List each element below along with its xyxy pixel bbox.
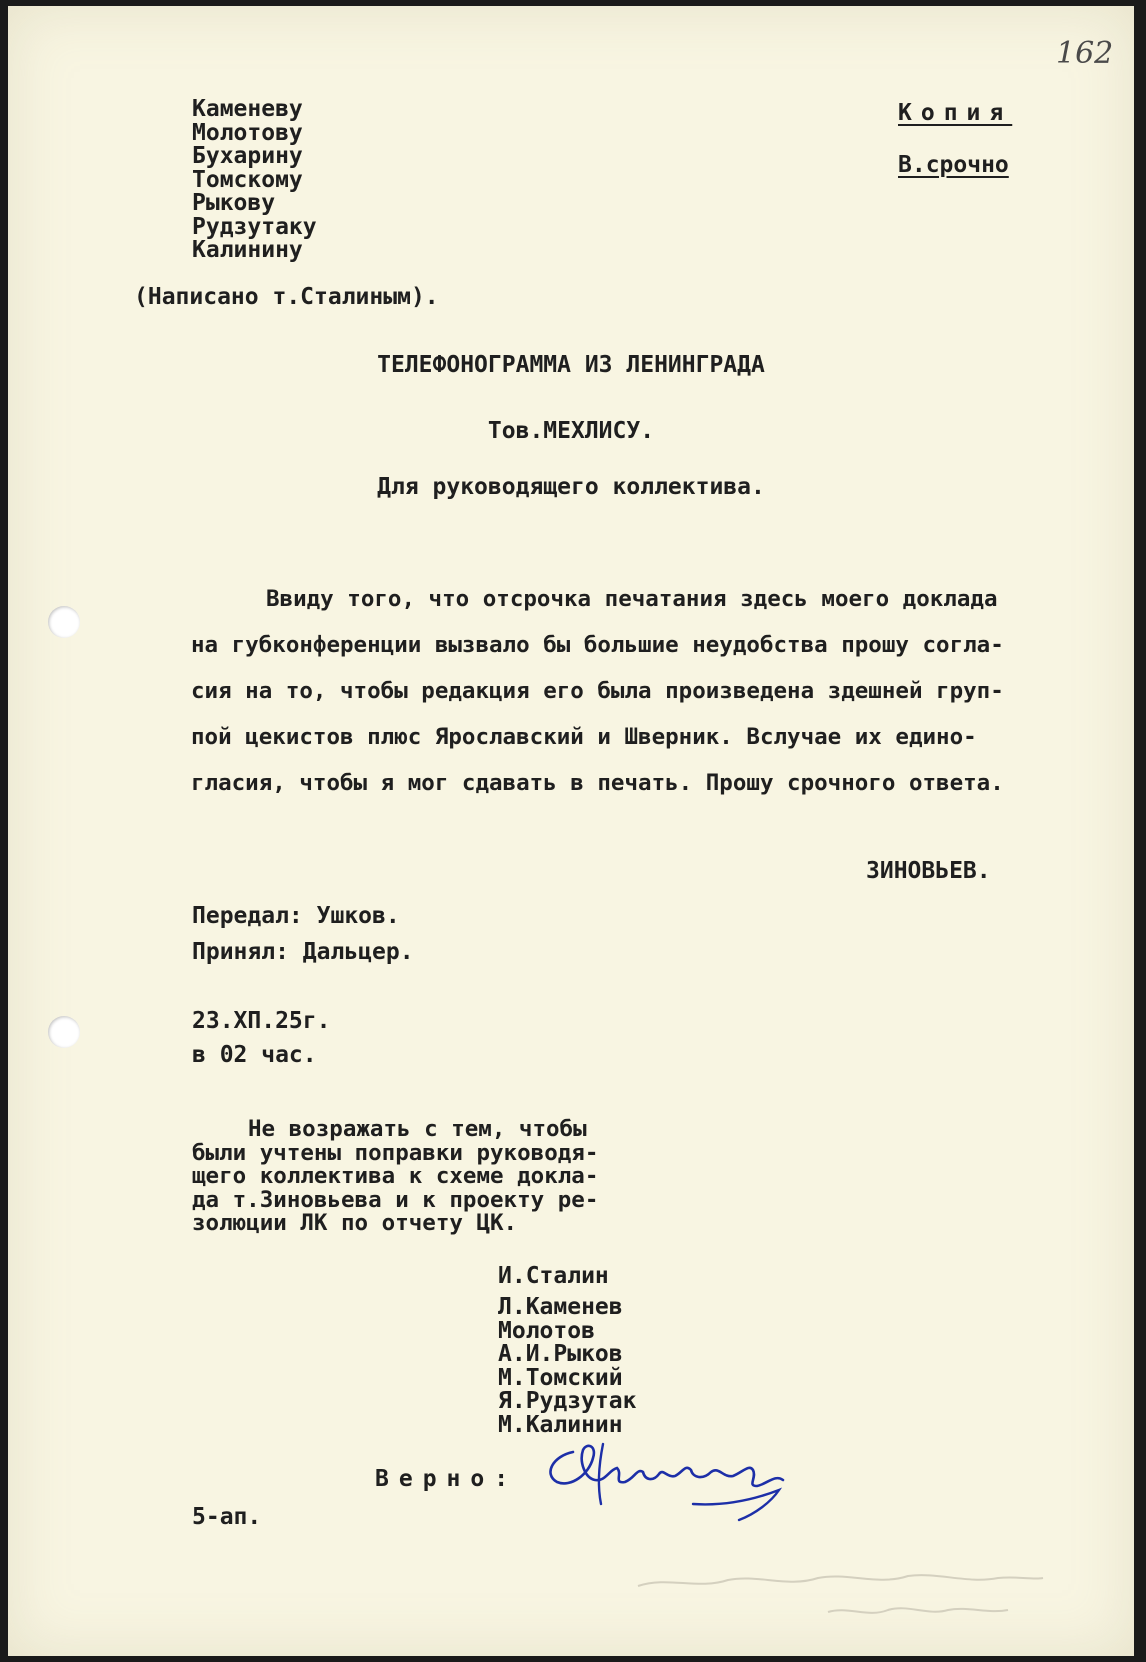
signer: Л.Каменев — [498, 1294, 623, 1320]
document-code: 5-ап. — [192, 1504, 262, 1530]
received-by: Принял: Дальцер. — [192, 939, 414, 965]
resolution-line: щего коллектива к схеме докла- — [192, 1163, 599, 1189]
copy-mark: Копия — [898, 100, 1013, 126]
signer: А.И.Рыков — [498, 1341, 623, 1367]
recipient: Калинину — [192, 237, 303, 263]
sender-signature: ЗИНОВЬЕВ. — [866, 858, 991, 884]
body-line: на губконференции вызвало бы большие неудобства прошу согла- — [191, 632, 1004, 658]
urgent-mark: В.срочно — [898, 152, 1009, 178]
handwritten-signature — [543, 1434, 803, 1524]
body-line: пой цекистов плюс Ярославский и Шверник. Вслучае их едино- — [191, 724, 977, 750]
resolution-text — [192, 1118, 598, 1236]
recipient: Молотову — [192, 119, 303, 146]
signer: М.Томский — [498, 1364, 623, 1391]
date: 23.ХП.25г. — [192, 1008, 331, 1034]
recipient: Томскому — [192, 166, 303, 193]
verification-label: Верно: — [375, 1466, 519, 1492]
body-line: Ввиду того, что отсрочка печатания здесь моего доклада — [266, 586, 998, 612]
time: в 02 час. — [192, 1042, 317, 1068]
signer: М.Калинин — [498, 1411, 623, 1438]
addressee: Тов.МЕХЛИСУ. — [487, 418, 655, 444]
body-line: сия на то, чтобы редакция его была произведена здешней груп- — [191, 678, 1004, 704]
punch-hole — [48, 606, 80, 638]
document-page — [8, 6, 1134, 1656]
transmission-info — [192, 898, 414, 970]
archive-number: 162 — [1056, 36, 1114, 71]
resolution-line: золюции ЛК по отчету ЦК. — [192, 1210, 518, 1236]
document-title: ТЕЛЕФОНОГРАММА ИЗ ЛЕНИНГРАДА — [377, 352, 765, 378]
stalin-signature: И.Сталин — [498, 1263, 609, 1289]
transmitted-by: Передал: Ушков. — [192, 903, 400, 929]
document-marks — [898, 100, 1012, 178]
message-body — [191, 576, 1111, 806]
signer: Молотов — [498, 1317, 595, 1344]
recipient: Рыкову — [192, 190, 276, 216]
date-block — [192, 1004, 330, 1072]
recipient: Рудзутаку — [192, 213, 317, 240]
written-by-note: (Написано т.Сталиным). — [134, 284, 439, 310]
body-line: гласия, чтобы я мог сдавать в печать. Прошу срочного ответа. — [191, 770, 1004, 796]
recipient: Бухарину — [192, 143, 303, 169]
recipient: Каменеву — [192, 96, 303, 122]
signer: Я.Рудзутак — [498, 1388, 637, 1414]
recipient-list — [192, 98, 317, 263]
resolution-line: да т.Зиновьева и к проекту ре- — [192, 1186, 599, 1213]
resolution-line: были учтены поправки руководя- — [192, 1139, 599, 1166]
punch-hole — [48, 1016, 80, 1048]
faint-bleedthrough-notes — [628, 1566, 1048, 1636]
subtitle: Для руководящего коллектива. — [377, 474, 765, 500]
resolution-line: Не возражать с тем, чтобы — [248, 1116, 587, 1142]
signer-list — [498, 1296, 636, 1437]
